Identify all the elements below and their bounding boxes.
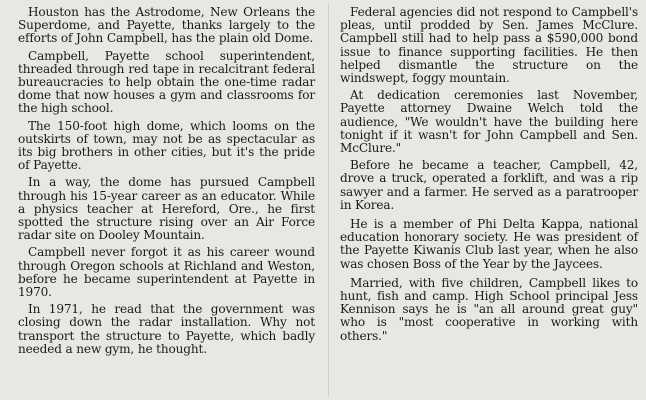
article-right-column bbox=[340, 6, 638, 347]
paragraph-dedication: At dedication ceremonies last November, Payette attorney Dwaine Welch told the audience, "We wouldn't have the building here tonight if it wasn't for John Campbell and Sen. McClure." bbox=[340, 88, 638, 156]
paragraph-radar-closing: In 1971, he read that the government was closing down the radar installation. Why not transport the structure to Payette, which badly needed a new gym, he thought. bbox=[18, 302, 315, 356]
paragraph-astrodome: Houston has the Astrodome, New Orleans the Superdome, and Payette, thanks largely to the efforts of John Campbell, has the plain old Dome. bbox=[18, 5, 315, 46]
paragraph-memberships: He is a member of Phi Delta Kappa, national education honorary society. He was president of the Payette Kiwanis Club last year, when he also was chosen Boss of the Year by the Jaycees. bbox=[340, 217, 638, 271]
article-left-column bbox=[18, 6, 315, 360]
paragraph-superintendent: Campbell, Payette school superintendent, threaded through red tape in recalcitrant federal bureaucracies to help obtain the one-time radar dome that now houses a gym and classrooms for the high school. bbox=[18, 48, 315, 116]
paragraph-federal-agencies: Federal agencies did not respond to Campbell's pleas, until prodded by Sen. James McClure. Campbell still had to help pass a $590,000 bond issue to finance supporting facilities. He then helped dismantle the structure on the windswept, foggy mountain. bbox=[340, 5, 638, 86]
paragraph-family: Married, with five children, Campbell likes to hunt, fish and camp. High School principal Jess Kennison says he is "an all around great guy" who is "most cooperative in working with others." bbox=[340, 275, 638, 343]
paragraph-oregon-schools: Campbell never forgot it as his career wound through Oregon schools at Richland and Weston, before he became superintendent at Payette in 1970. bbox=[18, 245, 315, 300]
column-divider bbox=[328, 4, 329, 396]
paragraph-career: In a way, the dome has pursued Campbell through his 15-year career as an educator. While a physics teacher at Hereford, Ore., he first spotted the structure rising over an Air Force radar site on Dooley Mountain. bbox=[18, 175, 315, 243]
paragraph-dome-height: The 150-foot high dome, which looms on the outskirts of town, may not be as spectacular as its big brothers in other cities, but it's the pride of Payette. bbox=[18, 118, 315, 173]
paragraph-background: Before he became a teacher, Campbell, 42, drove a truck, operated a forklift, and was a rip sawyer and a farmer. He served as a paratrooper in Korea. bbox=[340, 158, 638, 212]
